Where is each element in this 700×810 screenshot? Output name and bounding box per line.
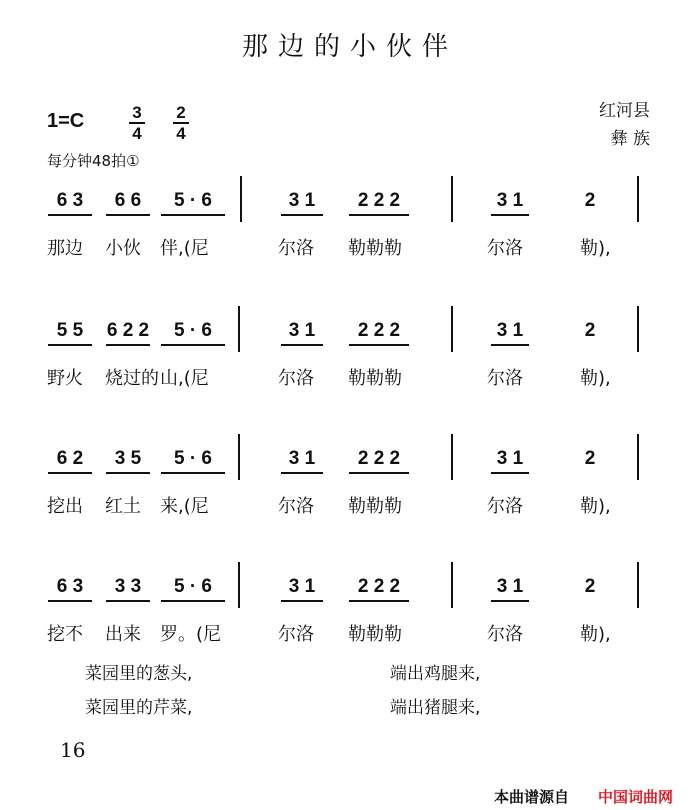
lyric-syllables: 尔洛 <box>487 368 523 389</box>
lyric-syllables: 罗。(尼 <box>160 624 222 645</box>
eighth-note-beam <box>161 344 225 346</box>
barline <box>451 306 453 352</box>
note-group: 6 6 <box>114 190 142 211</box>
eighth-note-beam <box>491 214 529 216</box>
barline <box>238 306 240 352</box>
lyric-syllables: 尔洛 <box>487 238 523 259</box>
time-signature-numerator: 2 <box>176 103 186 122</box>
eighth-note-beam <box>161 214 225 216</box>
lyric-syllables: 来,(尼 <box>160 496 209 517</box>
time-signature-denominator: 4 <box>176 124 186 143</box>
lyric-syllables: 勒勒勒 <box>348 368 402 389</box>
barline <box>637 434 639 480</box>
barline <box>451 434 453 480</box>
lyric-syllables: 那边 <box>47 238 83 259</box>
eighth-note-beam <box>491 344 529 346</box>
note-group: 5 · 6 <box>173 320 213 341</box>
barline <box>238 562 240 608</box>
lyric-syllables: 尔洛 <box>278 496 314 517</box>
note-group: 5 · 6 <box>173 190 213 211</box>
tempo-marking: 每分钟48拍① <box>47 152 140 170</box>
eighth-note-beam <box>48 344 92 346</box>
note-group: 6 2 2 <box>106 320 150 341</box>
note-group: 2 2 2 <box>357 448 401 469</box>
eighth-note-beam <box>48 214 92 216</box>
eighth-note-beam <box>281 344 323 346</box>
note-group: 2 2 2 <box>357 576 401 597</box>
note-group: 2 2 2 <box>357 190 401 211</box>
lyric-syllables: 尔洛 <box>487 496 523 517</box>
eighth-note-beam <box>349 472 409 474</box>
note-group: 2 <box>584 576 596 597</box>
lyric-syllables: 野火 <box>47 368 83 389</box>
eighth-note-beam <box>161 600 225 602</box>
note-group: 6 3 <box>56 576 84 597</box>
barline <box>240 176 242 222</box>
note-group: 2 <box>584 320 596 341</box>
eighth-note-beam <box>491 600 529 602</box>
lyric-syllables: 小伙 <box>105 238 141 259</box>
time-signature-denominator: 4 <box>132 124 142 143</box>
eighth-note-beam <box>106 600 150 602</box>
lyric-syllables: 勒勒勒 <box>348 238 402 259</box>
lyric-syllables: 勒), <box>580 368 611 389</box>
eighth-note-beam <box>349 600 409 602</box>
eighth-note-beam <box>48 600 92 602</box>
barline <box>451 562 453 608</box>
eighth-note-beam <box>48 472 92 474</box>
eighth-note-beam <box>106 344 150 346</box>
lyric-syllables: 山,(尼 <box>160 368 209 389</box>
eighth-note-beam <box>281 214 323 216</box>
eighth-note-beam <box>491 472 529 474</box>
verse-line-right: 端出鸡腿来, <box>390 664 481 684</box>
region-label: 红河县 <box>599 101 650 121</box>
time-signature-numerator: 3 <box>132 103 142 122</box>
lyric-syllables: 挖不 <box>47 624 83 645</box>
eighth-note-beam <box>349 344 409 346</box>
eighth-note-beam <box>349 214 409 216</box>
note-group: 6 3 <box>56 190 84 211</box>
note-group: 3 1 <box>496 320 524 341</box>
lyric-syllables: 勒), <box>580 238 611 259</box>
note-group: 3 3 <box>114 576 142 597</box>
note-group: 5 · 6 <box>173 448 213 469</box>
note-group: 2 2 2 <box>357 320 401 341</box>
note-group: 2 <box>584 190 596 211</box>
lyric-syllables: 勒勒勒 <box>348 624 402 645</box>
lyric-syllables: 尔洛 <box>278 368 314 389</box>
note-group: 5 · 6 <box>173 576 213 597</box>
eighth-note-beam <box>281 600 323 602</box>
note-group: 3 1 <box>496 576 524 597</box>
lyric-syllables: 红土 <box>105 496 141 517</box>
barline <box>238 434 240 480</box>
lyric-syllables: 烧过的 <box>105 368 159 389</box>
key-signature: 1=C <box>47 110 85 132</box>
note-group: 3 1 <box>288 576 316 597</box>
barline <box>451 176 453 222</box>
time-signature-3-4 <box>126 104 148 142</box>
note-group: 6 2 <box>56 448 84 469</box>
barline <box>637 562 639 608</box>
verse-line-left: 菜园里的芹菜, <box>85 698 193 718</box>
page-title: 那边的小伙伴 <box>241 32 458 62</box>
barline <box>637 176 639 222</box>
lyric-syllables: 尔洛 <box>278 238 314 259</box>
time-signature-2-4 <box>170 104 192 142</box>
lyric-syllables: 勒), <box>580 496 611 517</box>
lyric-syllables: 尔洛 <box>278 624 314 645</box>
lyric-syllables: 挖出 <box>47 496 83 517</box>
note-group: 3 1 <box>496 448 524 469</box>
lyric-syllables: 勒勒勒 <box>348 496 402 517</box>
lyric-syllables: 尔洛 <box>487 624 523 645</box>
note-group: 2 <box>584 448 596 469</box>
eighth-note-beam <box>161 472 225 474</box>
ethnic-group-label: 彝 族 <box>610 129 650 149</box>
note-group: 5 5 <box>56 320 84 341</box>
barline <box>637 306 639 352</box>
page-number: 16 <box>60 738 86 762</box>
eighth-note-beam <box>281 472 323 474</box>
eighth-note-beam <box>106 472 150 474</box>
note-group: 3 5 <box>114 448 142 469</box>
footer-site-link[interactable]: 中国词曲网 <box>598 788 674 806</box>
note-group: 3 1 <box>496 190 524 211</box>
note-group: 3 1 <box>288 320 316 341</box>
lyric-syllables: 出来 <box>105 624 141 645</box>
note-group: 3 1 <box>288 448 316 469</box>
lyric-syllables: 伴,(尼 <box>160 238 209 259</box>
verse-line-right: 端出猪腿来, <box>390 698 481 718</box>
note-group: 3 1 <box>288 190 316 211</box>
verse-line-left: 菜园里的葱头, <box>85 664 193 684</box>
lyric-syllables: 勒), <box>580 624 611 645</box>
footer-source-text: 本曲谱源自 <box>494 788 570 806</box>
eighth-note-beam <box>106 214 150 216</box>
